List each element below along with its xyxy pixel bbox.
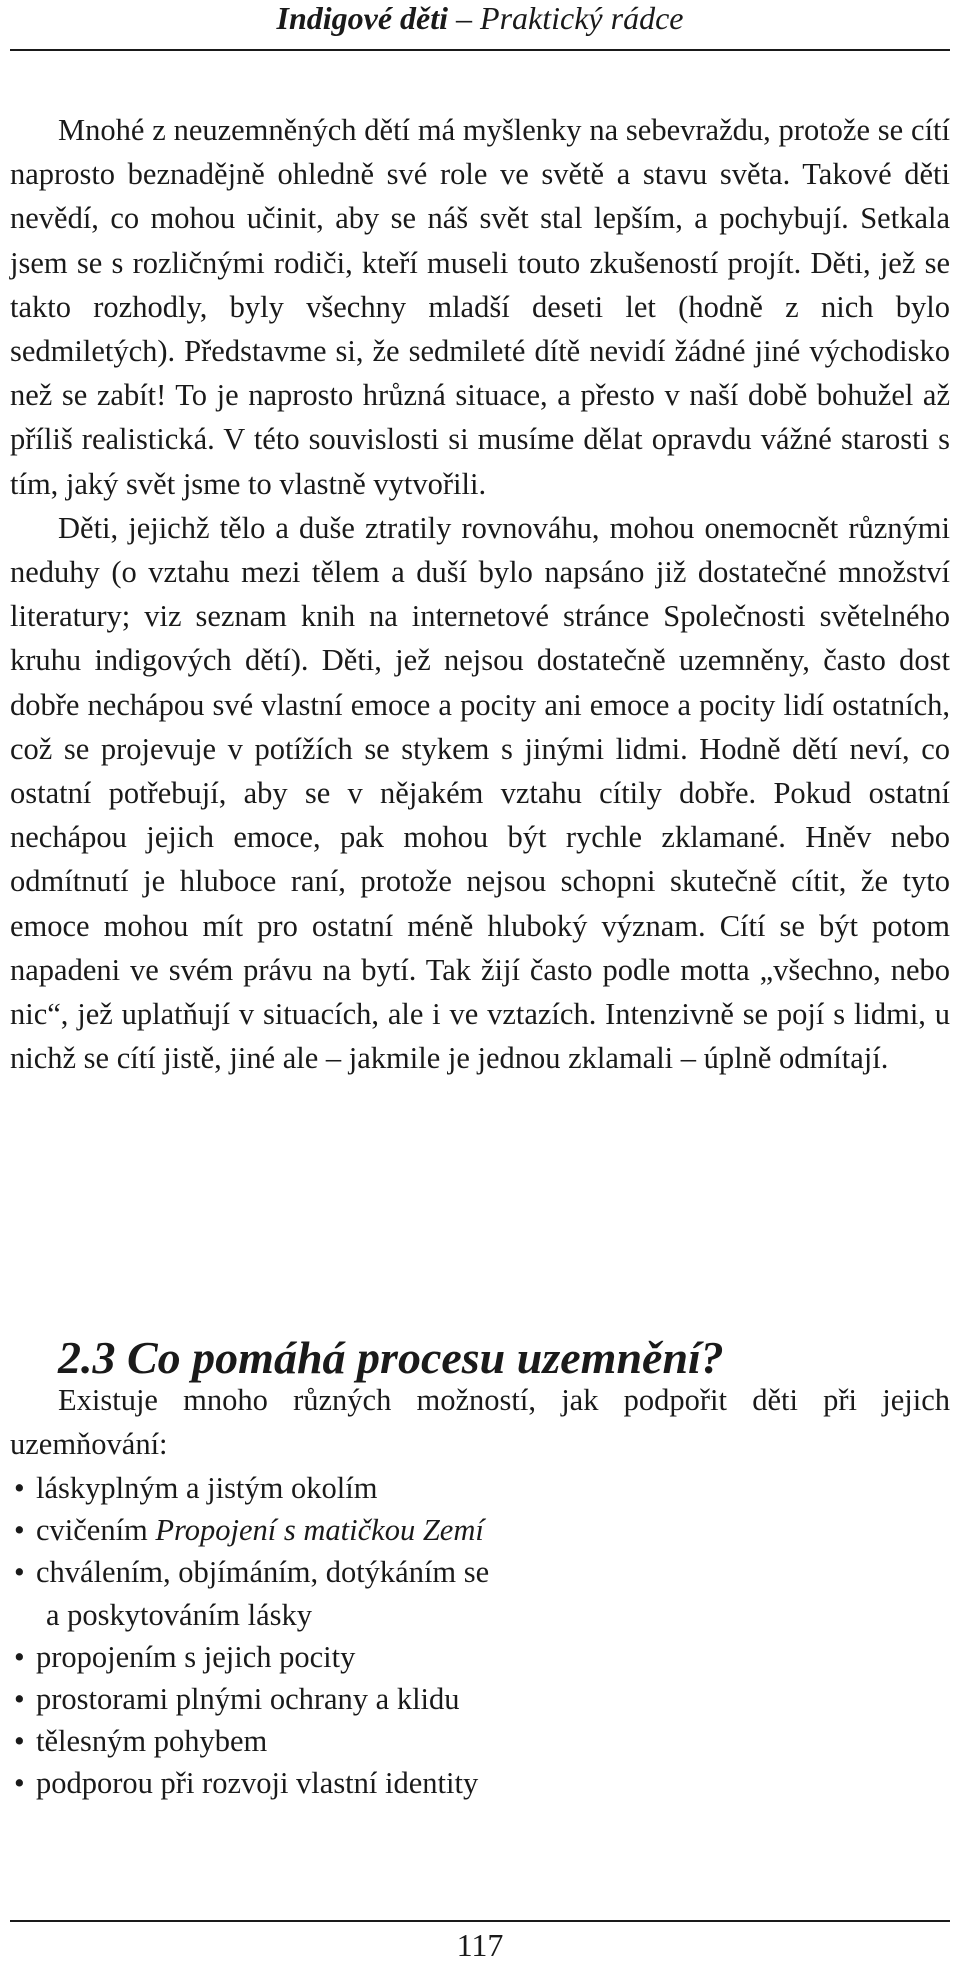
page-number: 117 [456,1927,504,1963]
bullet-icon: • [14,1471,25,1505]
section-intro: Existuje mnoho různých možností, jak podpořit děti při jejich uzemňování: [10,1383,950,1461]
header-separator: – [448,0,481,36]
body-text [10,108,950,1080]
header-subtitle: Praktický rádce [480,0,684,36]
list-item [10,1551,950,1635]
bullet-icon: • [14,1766,25,1801]
list-item [10,1762,950,1804]
bullet-list [10,1467,950,1805]
list-item-text: podporou při rozvoji vlastní identity [36,1766,479,1801]
header-rule [10,49,950,51]
paragraph-2: Děti, jejichž tělo a duše ztratily rovnováhu, mohou onemocnět různými neduhy (o vztahu mezi tělem a duší bylo napsáno již dostatečné množství literatury; viz seznam knih na internetové stránce Společnosti světelného kruhu indigových dětí). Děti, jež nejsou dostatečně uzemněny, často dost dobře nechápou své vlastní emoce a pocity ani emoce a pocity lidí ostatních, což se projevuje v potížích se stykem s jinými lidmi. Hodně dětí neví, co ostatní potřebují, aby se v nějakém vztahu cítily dobře. Pokud ostatní nechápou jejich emoce, pak mohou být rychle zklamané. Hněv nebo odmítnutí je hluboce raní, protože nejsou schopni skutečně cítit, že tyto emoce mohou mít pro ostatní méně hluboký význam. Cítí se být potom napadeni ve svém právu na bytí. Tak žijí často podle motta „všechno, nebo nic“, jež uplatňují v situacích, ale i ve vztazích. Intenzivně se pojí s lidmi, u nichž se cítí jistě, jiné ale – jakmile je jednou zklamali – úplně odmítají. [10,510,950,1076]
section-heading: 2.3 Co pomáhá procesu uzemnění? [58,1332,724,1383]
list-item-text: tělesným pohybem [36,1724,268,1759]
list-item-text: propojením s jejich pocity [36,1639,356,1674]
running-header [0,0,960,44]
bullet-icon: • [14,1639,25,1674]
list-item [10,1467,950,1509]
list-item [10,1678,950,1720]
list-item-text: láskyplným a jistým okolím [36,1471,378,1505]
list-item-italic-text: Propojení s matičkou Zemí [155,1513,484,1548]
list-item-text: chválením, objímáním, dotýkáním se [36,1555,490,1590]
footer-rule [10,1920,950,1922]
list-item-text: prostorami plnými ochrany a klidu [36,1682,460,1717]
paragraph-1: Mnohé z neuzemněných dětí má myšlenky na sebevraždu, protože se cítí naprosto beznadějně ohledně své role ve světě a stavu světa. Takové děti nevědí, co mohou učinit, aby se náš svět stal lepším, a pochybují. Setkala jsem se s rozličnými rodiči, kteří museli touto zkušeností projít. Děti, jež se takto rozhodly, byly všechny mladší deseti let (hodně z nich bylo sedmiletých). Představme si, že sedmileté dítě nevidí žádné jiné východisko než se zabít! To je naprosto hrůzná situace, a přesto v naší době bohužel až příliš realistická. V této souvislosti si musíme dělat opravdu vážné starosti s tím, jaký svět jsme to vlastně vytvořili. [10,113,950,501]
bullet-icon: • [14,1682,25,1717]
list-item [10,1636,950,1678]
bullet-icon: • [14,1724,25,1759]
list-item-continuation: a poskytováním lásky [46,1597,312,1632]
list-item [10,1720,950,1762]
list-item [10,1509,950,1551]
list-item-text: cvičením [36,1513,156,1548]
bullet-icon: • [14,1555,25,1590]
header-book-title: Indigové děti [276,0,449,36]
bullet-icon: • [14,1513,25,1548]
